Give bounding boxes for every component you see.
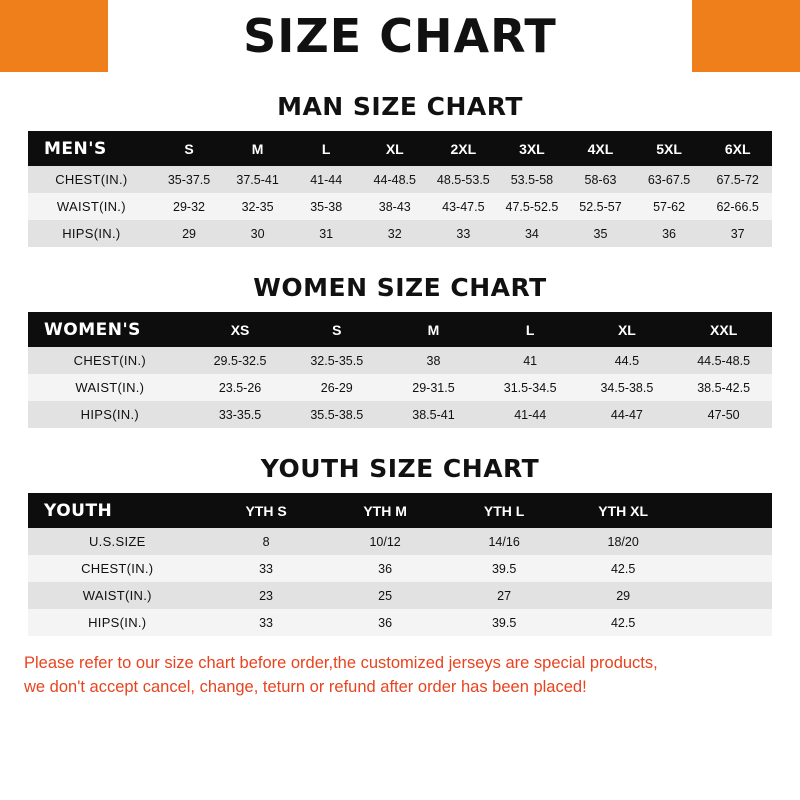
women-cell: 35.5-38.5 [288,401,385,428]
youth-cell-spacer [683,609,772,636]
man-cell: 35-38 [292,193,361,220]
women-cell: 38 [385,347,482,374]
man-cell: 35-37.5 [155,166,224,193]
table-row [28,347,772,374]
man-cell: 41-44 [292,166,361,193]
women-cell: 32.5-35.5 [288,347,385,374]
man-cell: 37.5-41 [223,166,292,193]
man-cell: 57-62 [635,193,704,220]
man-header-cell: L [292,131,361,166]
youth-cell: 42.5 [564,555,683,582]
table-row [28,374,772,401]
youth-header-cell: YTH XL [564,493,683,528]
man-cell: 36 [635,220,704,247]
page-title: SIZE CHART [243,9,557,63]
youth-header-cell: YOUTH [28,493,207,528]
youth-cell: 39.5 [445,555,564,582]
man-cell: 37 [703,220,772,247]
youth-cell: 25 [326,582,445,609]
women-cell: 44-47 [579,401,676,428]
women-cell: 23.5-26 [192,374,289,401]
women-cell: 38.5-41 [385,401,482,428]
man-header-cell: S [155,131,224,166]
man-table-header-row [28,131,772,166]
youth-header-cell: YTH S [207,493,326,528]
order-policy-note [24,652,776,700]
table-row [28,555,772,582]
man-cell: 52.5-57 [566,193,635,220]
youth-cell-spacer [683,528,772,555]
table-row [28,220,772,247]
man-size-table [28,131,772,247]
youth-size-table [28,493,772,636]
youth-section-title: YOUTH SIZE CHART [260,454,540,483]
man-cell: 35 [566,220,635,247]
women-cell: 44.5-48.5 [675,347,772,374]
man-cell: 58-63 [566,166,635,193]
youth-cell: 27 [445,582,564,609]
women-table-header-row [28,312,772,347]
women-header-cell: L [482,312,579,347]
man-chart-wrap [28,131,772,247]
note-line-1: Please refer to our size chart before order,the customized jerseys are special products, [24,654,658,672]
man-cell: 34 [498,220,567,247]
women-cell: 41 [482,347,579,374]
women-size-table [28,312,772,428]
man-cell: 48.5-53.5 [429,166,498,193]
youth-cell: 10/12 [326,528,445,555]
women-chart-wrap [28,312,772,428]
youth-row-label: CHEST(IN.) [28,555,207,582]
women-header-cell: XS [192,312,289,347]
table-row [28,166,772,193]
youth-cell-spacer [683,582,772,609]
man-header-cell: XL [360,131,429,166]
man-cell: 29-32 [155,193,224,220]
man-cell: 30 [223,220,292,247]
man-cell: 32-35 [223,193,292,220]
women-cell: 29.5-32.5 [192,347,289,374]
youth-cell-spacer [683,555,772,582]
man-cell: 29 [155,220,224,247]
header-banner [0,0,800,72]
man-cell: 32 [360,220,429,247]
youth-cell: 29 [564,582,683,609]
man-cell: 44-48.5 [360,166,429,193]
women-row-label: HIPS(IN.) [28,401,192,428]
note-line-2: we don't accept cancel, change, teturn or refund after order has been placed! [24,677,587,696]
women-header-cell: S [288,312,385,347]
man-cell: 67.5-72 [703,166,772,193]
women-cell: 33-35.5 [192,401,289,428]
women-cell: 41-44 [482,401,579,428]
man-header-cell: 4XL [566,131,635,166]
man-section-title: MAN SIZE CHART [277,92,523,121]
women-header-cell: M [385,312,482,347]
man-header-cell: MEN'S [28,131,155,166]
man-header-cell: M [223,131,292,166]
women-cell: 38.5-42.5 [675,374,772,401]
youth-cell: 36 [326,609,445,636]
women-row-label: CHEST(IN.) [28,347,192,374]
women-cell: 26-29 [288,374,385,401]
man-header-cell: 2XL [429,131,498,166]
youth-chart-wrap [28,493,772,636]
table-row [28,582,772,609]
man-cell: 63-67.5 [635,166,704,193]
women-cell: 29-31.5 [385,374,482,401]
man-cell: 53.5-58 [498,166,567,193]
youth-cell: 18/20 [564,528,683,555]
youth-header-cell: YTH M [326,493,445,528]
women-row-label: WAIST(IN.) [28,374,192,401]
women-header-cell: XXL [675,312,772,347]
women-cell: 34.5-38.5 [579,374,676,401]
youth-row-label: WAIST(IN.) [28,582,207,609]
youth-cell: 33 [207,555,326,582]
youth-row-label: HIPS(IN.) [28,609,207,636]
women-section-title: WOMEN SIZE CHART [253,273,547,302]
women-cell: 47-50 [675,401,772,428]
table-row [28,609,772,636]
youth-row-label: U.S.SIZE [28,528,207,555]
man-cell: 43-47.5 [429,193,498,220]
youth-cell: 39.5 [445,609,564,636]
women-header-cell: XL [579,312,676,347]
youth-header-spacer [683,493,772,528]
table-row [28,401,772,428]
youth-cell: 42.5 [564,609,683,636]
women-cell: 44.5 [579,347,676,374]
man-cell: 31 [292,220,361,247]
youth-header-cell: YTH L [445,493,564,528]
youth-cell: 33 [207,609,326,636]
youth-cell: 36 [326,555,445,582]
man-cell: 33 [429,220,498,247]
man-row-label: WAIST(IN.) [28,193,155,220]
header-banner-inner [108,0,692,72]
man-cell: 38-43 [360,193,429,220]
man-header-cell: 3XL [498,131,567,166]
table-row [28,528,772,555]
man-header-cell: 5XL [635,131,704,166]
youth-table-header-row [28,493,772,528]
women-cell: 31.5-34.5 [482,374,579,401]
women-header-cell: WOMEN'S [28,312,192,347]
youth-cell: 14/16 [445,528,564,555]
man-cell: 62-66.5 [703,193,772,220]
man-header-cell: 6XL [703,131,772,166]
man-row-label: HIPS(IN.) [28,220,155,247]
man-cell: 47.5-52.5 [498,193,567,220]
youth-cell: 23 [207,582,326,609]
youth-cell: 8 [207,528,326,555]
table-row [28,193,772,220]
man-row-label: CHEST(IN.) [28,166,155,193]
